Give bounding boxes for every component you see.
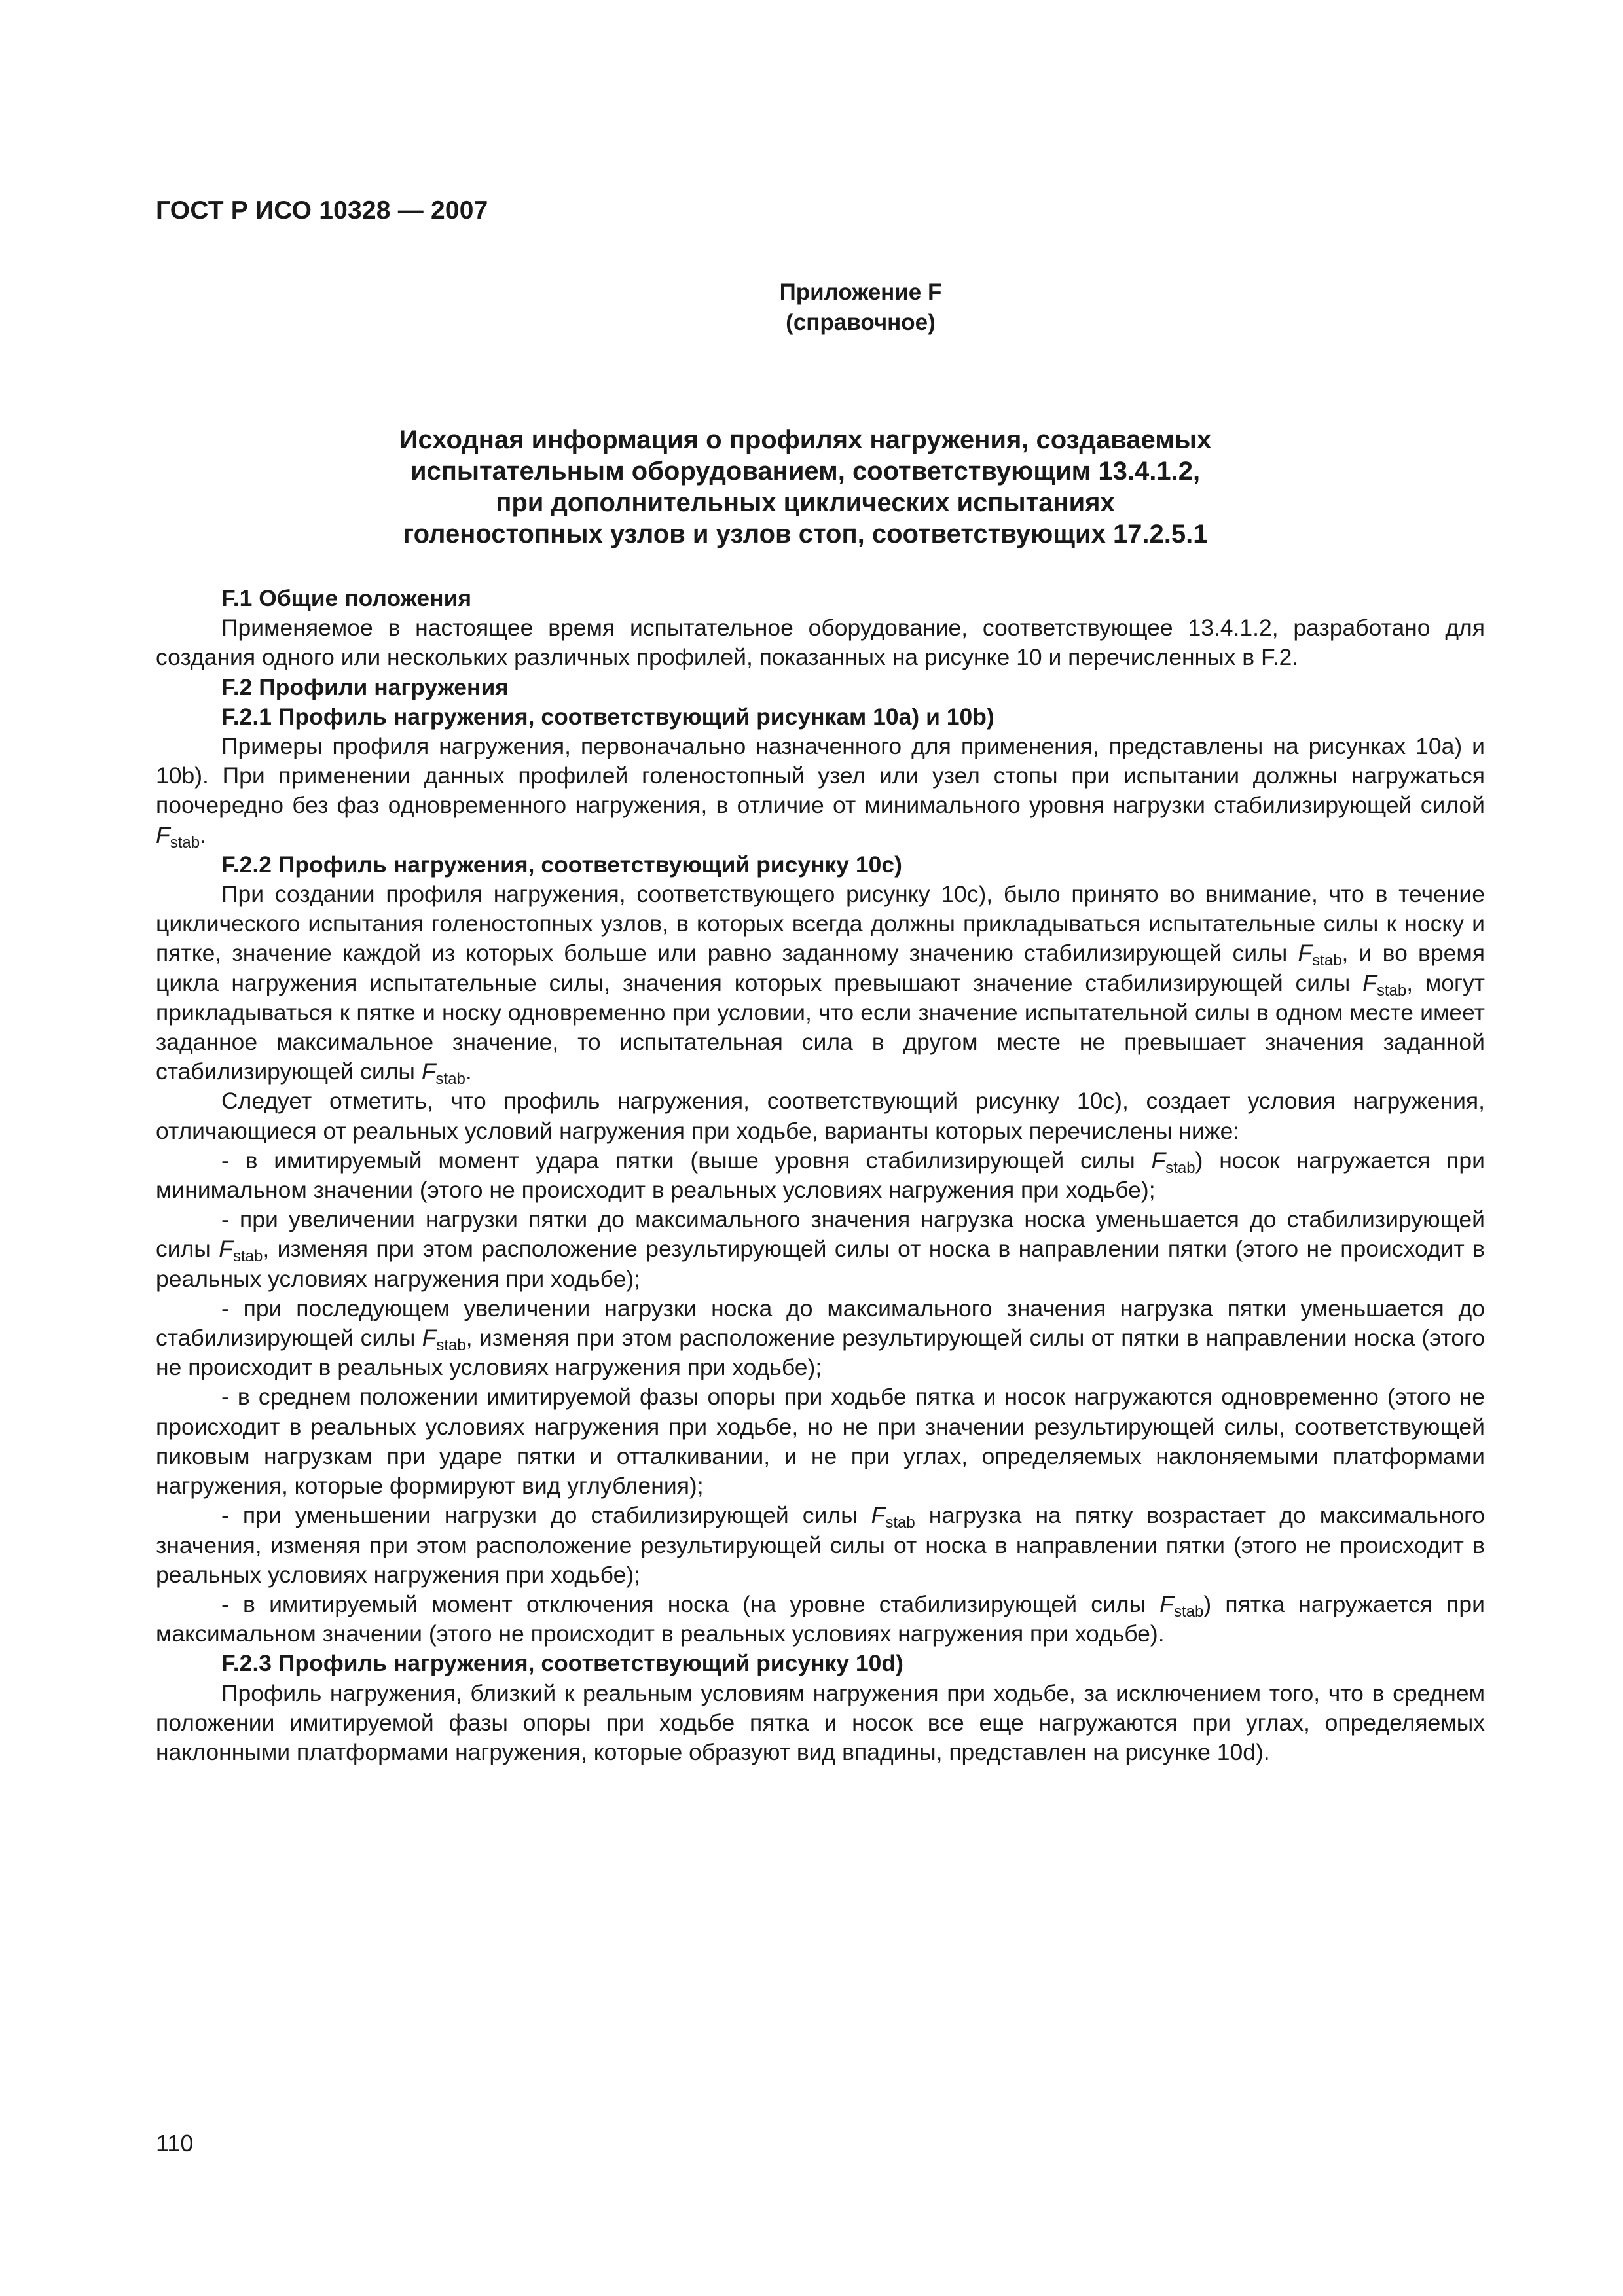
- list-item: - в имитируемый момент отключения носка (на уровне стабилизирующей силы $F_{stab}$) пятка нагружается при максимальном значении (этого не происходит в реальных условиях нагружения при ходьбе).: [156, 1590, 1485, 1647]
- section-heading-f23: F.2.3 Профиль нагружения, соответствующий рисунку 10d): [221, 1650, 903, 1677]
- document-body: [156, 584, 1485, 1767]
- appendix-type: (справочное): [786, 310, 936, 335]
- paragraph: Примеры профиля нагружения, первоначально назначенного для применения, представлены на рисунках 10а) и 10b). При применении данных профилей голеностопный узел или узел стопы при испытании должны нагружаться поочередно без фаз одновременного нагружения, в отличие от минимального уровня нагрузки стабилизирующей силой $F_{stab}$.: [156, 733, 1485, 852]
- title-line: при дополнительных циклических испытаниях: [496, 488, 1115, 517]
- list-item: - при увеличении нагрузки пятки до максимального значения нагрузка носка уменьшается до стабилизирующей силы $F_{stab}$, изменяя при этом расположение результирующей силы от носка в направлении пятки (этого не происходит в реальных условиях нагружения при ходьбе);: [156, 1206, 1485, 1292]
- f-stab-symbol: $F_{stab}$: [1151, 1147, 1195, 1177]
- paragraph: Профиль нагружения, близкий к реальным условиям нагружения при ходьбе, за исключением того, что в среднем положении имитируемой фазы опоры при ходьбе пятка и носок все еще нагружаются при углах, определяемых наклонными платформами нагружения, которые образуют вид впадины, представлен на рисунке 10d).: [156, 1679, 1485, 1765]
- f-stab-symbol: $F_{stab}$: [1362, 969, 1407, 999]
- appendix-title: Приложение F: [779, 279, 942, 305]
- section-heading-f2: F.2 Профили нагружения: [221, 673, 509, 700]
- list-item: - в среднем положении имитируемой фазы опоры при ходьбе пятка и носок нагружаются одновременно (этого не происходит в реальных условиях нагружения при ходьбе, но не при значении результирующей силы, соответствующей пиковым нагрузкам при ударе пятки и отталкивании, и не при углах, определяемых наклоняемыми платформами нагружения, которые формируют вид углубления);: [156, 1384, 1485, 1499]
- f-stab-symbol: $F_{stab}$: [421, 1058, 465, 1088]
- title-line: Исходная информация о профилях нагружения, создаваемых: [399, 425, 1212, 454]
- f-stab-symbol: $F_{stab}$: [1159, 1590, 1204, 1621]
- f-stab-symbol: $F_{stab}$: [219, 1236, 263, 1266]
- paragraph: При создании профиля нагружения, соответствующего рисунку 10с), было принято во внимание, что в течение циклического испытания голеностопных узлов, в которых всегда должны прикладываться испытательные силы к носку и пятке, значение каждой из которых больше или равно заданному значению стабилизирующей силы $F_{stab}$, и во время цикла нагружения испытательные силы, значения которых превышают значение стабилизирующей силы $F_{stab}$, могут прикладываться к пятке и носку одновременно при условии, что если значение испытательной силы в одном месте имеет заданное максимальное значение, то испытательная сила в другом месте не превышает значения заданной стабилизирующей силы $F_{stab}$.: [156, 881, 1485, 1088]
- list-item: - при последующем увеличении нагрузки носка до максимального значения нагрузка пятки уменьшается до стабилизирующей силы $F_{stab}$, изменяя при этом расположение результирующей силы от пятки в направлении носка (этого не происходит в реальных условиях нагружения при ходьбе);: [156, 1295, 1485, 1381]
- f-stab-symbol: $F_{stab}$: [1298, 940, 1342, 970]
- section-heading-f1: F.1 Общие положения: [221, 585, 472, 611]
- f-stab-symbol: $F_{stab}$: [422, 1325, 466, 1355]
- document-header: ГОСТ Р ИСО 10328 — 2007: [156, 196, 488, 224]
- title-line: испытательным оборудованием, соответствующим 13.4.1.2,: [410, 457, 1201, 486]
- appendix-heading: [314, 424, 1296, 550]
- title-line: голеностопных узлов и узлов стоп, соответствующих 17.2.5.1: [403, 520, 1208, 548]
- section-heading-f21: F.2.1 Профиль нагружения, соответствующий рисункам 10а) и 10b): [221, 703, 994, 730]
- list-item: - в имитируемый момент удара пятки (выше уровня стабилизирующей силы $F_{stab}$) носок нагружается при минимальном значении (этого не происходит в реальных условиях нагружения при ходьбе);: [156, 1147, 1485, 1204]
- f-stab-symbol: $F_{stab}$: [156, 821, 200, 852]
- f-stab-symbol: $F_{stab}$: [871, 1502, 915, 1532]
- list-item: - при уменьшении нагрузки до стабилизирующей силы $F_{stab}$ нагрузка на пятку возрастает до максимального значения, изменяя при этом расположение результирующей силы от носка в направлении пятки (этого не происходит в реальных условиях нагружения при ходьбе);: [156, 1502, 1485, 1588]
- section-heading-f22: F.2.2 Профиль нагружения, соответствующий рисунку 10с): [221, 851, 902, 878]
- page-number: 110: [156, 2130, 194, 2157]
- paragraph: Применяемое в настоящее время испытательное оборудование, соответствующее 13.4.1.2, разработано для создания одного или нескольких различных профилей, показанных на рисунке 10 и перечисленных в F.2.: [156, 615, 1485, 671]
- paragraph: Следует отметить, что профиль нагружения, соответствующий рисунку 10с), создает условия нагружения, отличающиеся от реальных условий нагружения при ходьбе, варианты которых перечислены ниже:: [156, 1088, 1485, 1144]
- appendix-label: [0, 278, 1623, 338]
